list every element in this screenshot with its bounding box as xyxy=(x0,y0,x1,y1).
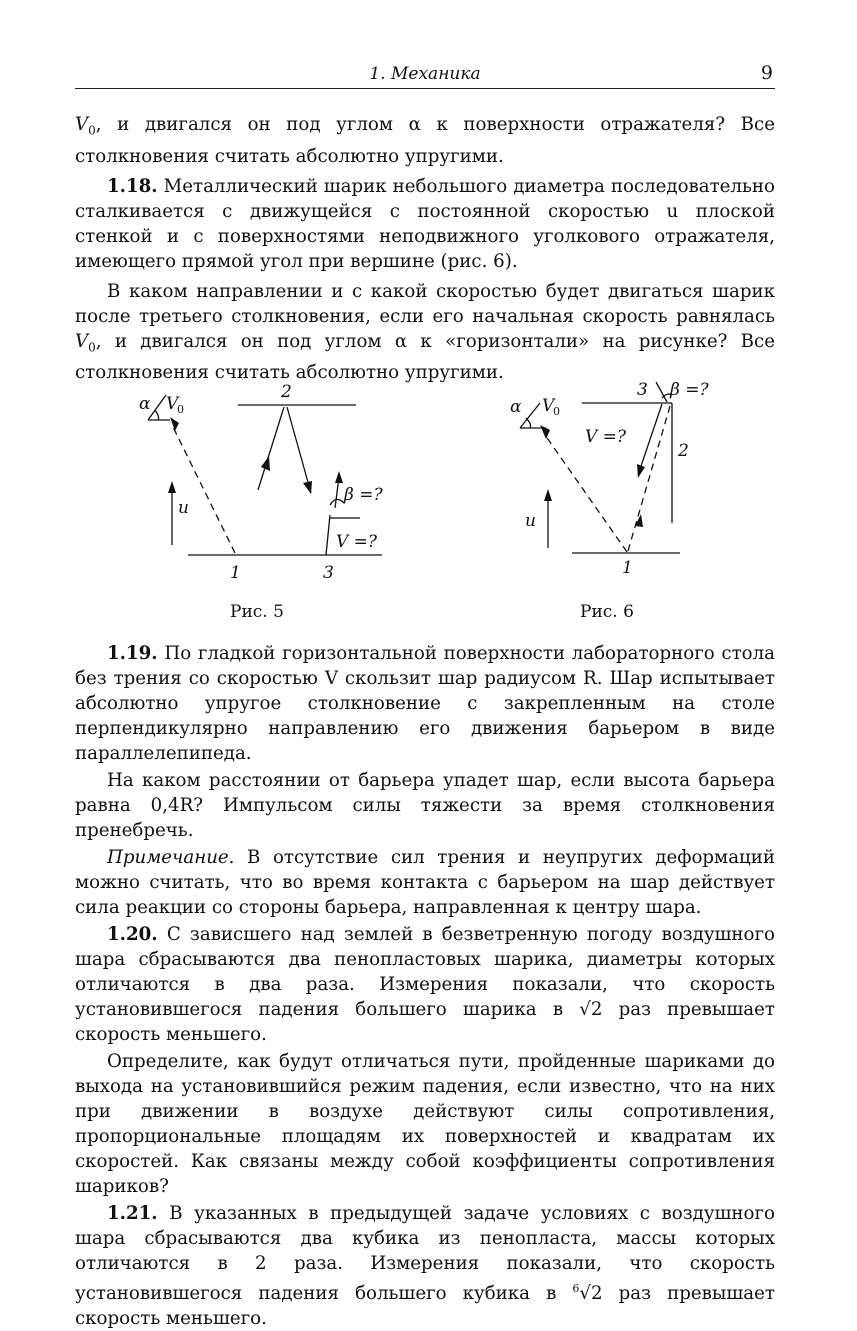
root-index: 6 xyxy=(572,1282,580,1295)
problem-1-19-question: На каком расстоянии от барьера упадет шар, если высота барьера равна 0,4R? Импульсом силы тяжести за время столкновения пренебречь. xyxy=(75,770,775,841)
alpha-label: α xyxy=(139,394,151,414)
figure-5-caption: Рис. 5 xyxy=(230,602,284,622)
problem-1-19-note: Примечание. В отсутствие сил трения и неупругих деформаций можно считать, что во время контакта с барьером на шар действует сила реакции со стороны барьера, направленная к центру шара. xyxy=(75,847,775,918)
problem-1-21: 1.21. В указанных в предыдущей задаче условиях с воздушного шара сбрасываются два кубика из пенопласта, массы которых отличаются в 2 раза. Измерения показали, что скорость установившегося падения большего кубика в $^6$√2 раз превышает скорость меньшего. xyxy=(75,1203,775,1330)
figure-5 xyxy=(130,375,400,594)
page-number: 9 xyxy=(760,62,773,84)
v-label: V =? xyxy=(585,427,627,447)
running-header xyxy=(75,62,775,89)
continued-paragraph: $V_0$, и двигался он под углом α к поверхности отражателя? Все столкновения считать абсолютно упругими. xyxy=(75,114,775,167)
v-label: V =? xyxy=(336,532,378,552)
point-3-label: 3 xyxy=(637,380,648,400)
text-block-bottom xyxy=(75,641,775,1331)
text-block-top xyxy=(75,112,775,385)
beta-label: β =? xyxy=(344,485,383,505)
figure-6-caption: Рис. 6 xyxy=(580,602,634,622)
problem-1-18: 1.18. Металлический шарик небольшого диаметра последовательно сталкивается с движущейся с постоянной скоростью u плоской стенкой и с поверхностями неподвижного уголкового отражателя, имеющего прямой угол при вершине (рис. 6). xyxy=(75,175,775,272)
u-label: u xyxy=(525,511,536,531)
problem-number: 1.20. xyxy=(107,924,158,945)
point-2-label: 2 xyxy=(678,441,689,461)
sixth-root-2: √2 xyxy=(579,1283,603,1305)
problem-1-18-question: В каком направлении и с какой скоростью будет двигаться шарик после третьего столкновения, если его начальная скорость равнялась $V_0$, и двигался он под углом α к «горизонтали» на рисунке? Все столкновения считать абсолютно упругими. xyxy=(75,280,775,384)
problem-number: 1.21. xyxy=(107,1203,158,1224)
u-label: u xyxy=(178,498,189,518)
problem-1-20: 1.20. С зависшего над землей в безветренную погоду воздушного шара сбрасываются два пенопластовых шарика, диаметры которых отличаются в два раза. Измерения показали, что скорость установившегося падения большего шарика в √2 раз превышает скорость меньшего. xyxy=(75,924,775,1045)
problem-number: 1.18. xyxy=(107,175,158,197)
problem-number: 1.19. xyxy=(107,643,158,664)
point-1-label: 1 xyxy=(230,563,241,583)
v0-label: V xyxy=(542,396,555,416)
point-1-label: 1 xyxy=(622,558,633,578)
beta-label: β =? xyxy=(670,380,709,400)
svg-text:0: 0 xyxy=(177,403,184,416)
point-3-label: 3 xyxy=(323,563,334,583)
point-2-label: 2 xyxy=(281,382,292,402)
svg-text:0: 0 xyxy=(553,405,560,418)
alpha-label: α xyxy=(510,397,522,417)
sqrt-2: √2 xyxy=(579,999,603,1020)
problem-1-20-question: Определите, как будут отличаться пути, пройденные шариками до выхода на установившийся режим падения, если известно, что на них при движении в воздухе действуют силы сопротивления, пропорциональные площадям их поверхностей и квадратам их скоростей. Как связаны между собой коэффициенты сопротивления шариков? xyxy=(75,1051,775,1197)
v0-label: V xyxy=(166,394,179,414)
problem-1-19: 1.19. По гладкой горизонтальной поверхности лабораторного стола без трения со скоростью V скользит шар радиусом R. Шар испытывает абсолютно упругое столкновение с закрепленным на столе перпендикулярно направлению его движения барьером в виде параллелепипеда. xyxy=(75,643,775,764)
section-title: 1. Механика xyxy=(369,64,481,84)
figure-6 xyxy=(490,370,735,594)
